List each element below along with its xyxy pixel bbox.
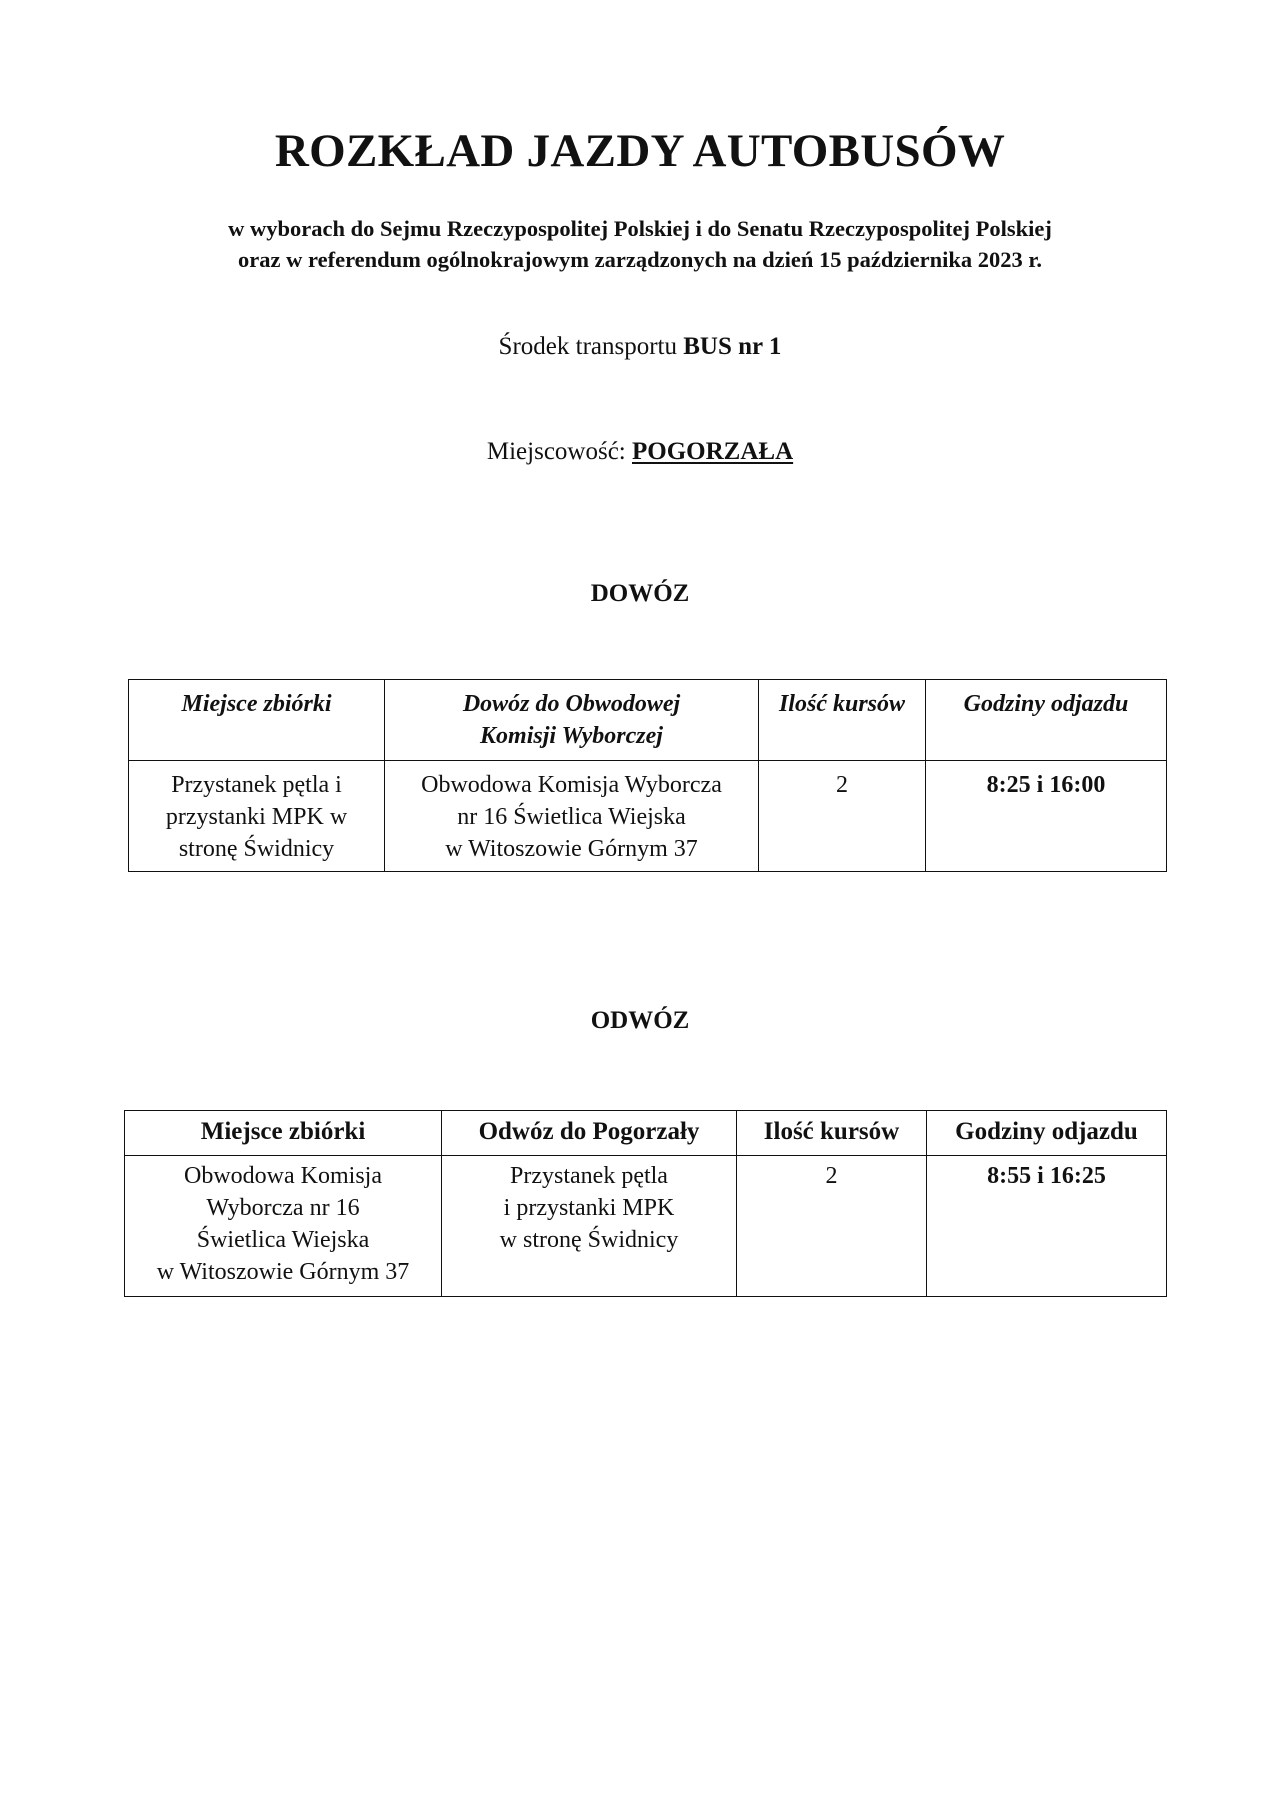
header-courses: Ilość kursów <box>759 680 926 761</box>
header-destination: Dowóz do Obwodowej Komisji Wyborczej <box>385 680 759 761</box>
cell-courses: 2 <box>737 1156 927 1297</box>
table-row <box>129 761 1167 872</box>
dowoz-table <box>128 679 1167 872</box>
cell-courses: 2 <box>759 761 926 872</box>
table-header-row <box>129 680 1167 761</box>
locality-label: Miejscowość: <box>486 438 632 465</box>
cell-destination: Przystanek pętla i przystanki MPK w stronę Świdnicy <box>442 1156 737 1297</box>
header-destination: Odwóz do Pogorzały <box>442 1111 737 1156</box>
page-title: ROZKŁAD JAZDY AUTOBUSÓW <box>274 125 1006 177</box>
table-row <box>125 1156 1167 1297</box>
transport-line <box>0 333 1280 361</box>
locality-line <box>0 438 1280 466</box>
transport-value: BUS nr 1 <box>683 333 782 360</box>
header-departure-times: Godziny odjazdu <box>926 680 1167 761</box>
subtitle-line-2: oraz w referendum ogólnokrajowym zarządzonych na dzień 15 października 2023 r. <box>238 247 1042 272</box>
cell-meeting-place: Przystanek pętla i przystanki MPK w stronę Świdnicy <box>129 761 385 872</box>
header-departure-times: Godziny odjazdu <box>927 1111 1167 1156</box>
cell-departure-times: 8:55 i 16:25 <box>927 1156 1167 1297</box>
subtitle-line-1: w wyborach do Sejmu Rzeczypospolitej Polskiej i do Senatu Rzeczypospolitej Polskiej <box>228 216 1052 241</box>
cell-destination: Obwodowa Komisja Wyborcza nr 16 Świetlica Wiejska w Witoszowie Górnym 37 <box>385 761 759 872</box>
header-meeting-place: Miejsce zbiórki <box>129 680 385 761</box>
transport-label: Środek transportu <box>498 333 684 360</box>
table-header-row <box>125 1111 1167 1156</box>
header-courses: Ilość kursów <box>737 1111 927 1156</box>
cell-meeting-place: Obwodowa Komisja Wyborcza nr 16 Świetlica Wiejska w Witoszowie Górnym 37 <box>125 1156 442 1297</box>
section-heading-dowoz: DOWÓZ <box>590 580 690 607</box>
locality-value: POGORZAŁA <box>632 438 794 465</box>
subtitle <box>0 213 1280 275</box>
section-heading-odwoz: ODWÓZ <box>590 1007 690 1034</box>
cell-departure-times: 8:25 i 16:00 <box>926 761 1167 872</box>
odwoz-table <box>124 1110 1167 1297</box>
header-meeting-place: Miejsce zbiórki <box>125 1111 442 1156</box>
